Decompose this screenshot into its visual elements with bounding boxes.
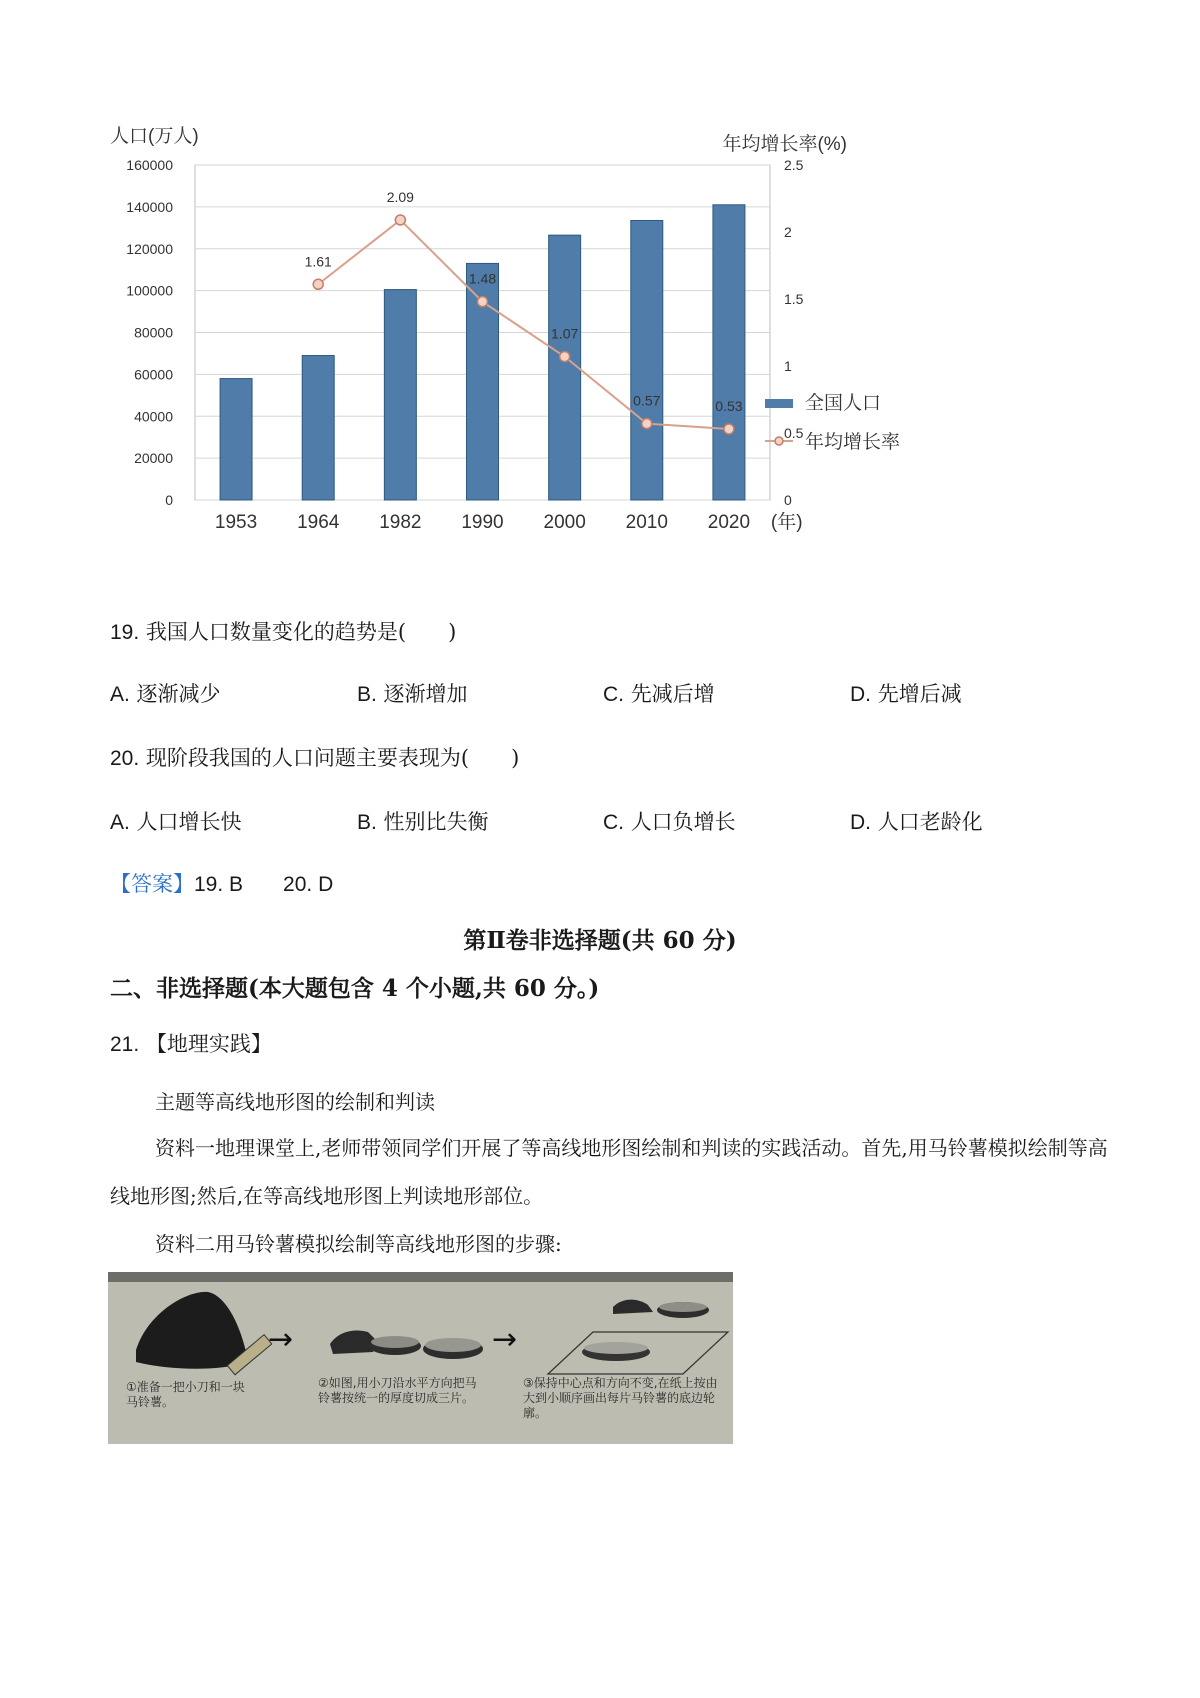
option-key: D. xyxy=(850,683,871,706)
option-text: 人口增长快 xyxy=(136,810,242,834)
bar-1964 xyxy=(302,356,334,500)
question-tag: 【地理实践】 xyxy=(145,1032,272,1056)
data-label: 0.53 xyxy=(715,397,743,414)
option-text: 逐渐增加 xyxy=(383,682,468,706)
option-text: 人口负增长 xyxy=(630,810,736,834)
data-label: 1.48 xyxy=(468,270,497,287)
left-tick-label: 80000 xyxy=(134,324,173,341)
legend-swatch-bar xyxy=(765,399,793,408)
option-19-c[interactable] xyxy=(603,678,715,708)
option-19-b[interactable] xyxy=(357,678,468,708)
x-tick-label: 1982 xyxy=(379,512,422,533)
question-text: 我国人口数量变化的趋势是( ) xyxy=(145,620,457,644)
data-label: 0.57 xyxy=(633,392,661,409)
section-title: 第Ⅱ卷非选择题(共 60 分) xyxy=(463,927,737,954)
step-2-caption: ②如图,用小刀沿水平方向把马铃薯按统一的厚度切成三片。 xyxy=(318,1376,477,1405)
data-label: 1.61 xyxy=(304,253,332,270)
growth-point-1.07 xyxy=(560,352,570,362)
question-21 xyxy=(110,1028,272,1058)
option-20-b[interactable] xyxy=(357,806,489,836)
x-tick-label: 1953 xyxy=(214,512,258,533)
arrow-icon: → xyxy=(492,1322,518,1357)
option-20-d[interactable] xyxy=(850,806,983,836)
option-key: B. xyxy=(357,683,377,706)
answer-19: 19. B xyxy=(194,873,244,896)
left-tick-label: 100000 xyxy=(126,282,173,299)
step-3-caption: ③保持中心点和方向不变,在纸上按由大到小顺序画出每片马铃薯的底边轮廓。 xyxy=(523,1376,718,1420)
answer-line xyxy=(110,868,333,898)
right-tick-label: 1 xyxy=(784,358,792,374)
data-label: 1.07 xyxy=(551,325,579,342)
option-key: D. xyxy=(850,811,871,834)
right-tick-label: 0 xyxy=(784,492,792,508)
right-tick-label: 0.5 xyxy=(784,425,804,441)
question-20 xyxy=(110,742,519,772)
legend-label: 全国人口 xyxy=(805,393,882,414)
option-19-d[interactable] xyxy=(850,678,962,708)
left-tick-label: 140000 xyxy=(126,198,173,215)
bar-2020 xyxy=(713,205,745,500)
option-text: 性别比失衡 xyxy=(383,810,489,834)
growth-point-1.61 xyxy=(313,279,323,289)
x-tick-label: 1964 xyxy=(297,512,340,533)
right-tick-label: 2 xyxy=(784,224,792,240)
material-one: 资料一地理课堂上,老师带领同学们开展了等高线地形图绘制和判读的实践活动。首先,用马铃薯模拟绘制等高线地形图;然后,在等高线地形图上判读地形部位。 xyxy=(110,1136,1108,1208)
left-tick-label: 0 xyxy=(165,492,173,508)
growth-point-1.48 xyxy=(478,297,488,307)
potato-steps-figure xyxy=(108,1272,733,1444)
left-tick-label: 120000 xyxy=(126,240,173,257)
left-tick-label: 40000 xyxy=(134,408,173,425)
question-19 xyxy=(110,616,456,646)
option-20-a[interactable] xyxy=(110,806,242,836)
x-tick-label: 2020 xyxy=(707,512,751,533)
option-20-c[interactable] xyxy=(603,806,736,836)
arrow-icon: → xyxy=(268,1322,294,1357)
answer-tag: 【答案】 xyxy=(110,872,194,896)
x-tick-label: 2010 xyxy=(625,512,668,533)
option-text: 逐渐减少 xyxy=(136,682,221,706)
left-axis-label: 人口(万人) xyxy=(110,126,199,147)
right-tick-label: 1.5 xyxy=(784,291,804,307)
option-text: 人口老龄化 xyxy=(877,810,983,834)
option-19-a[interactable] xyxy=(110,678,221,708)
question-number: 21. xyxy=(110,1033,140,1056)
growth-point-2.09 xyxy=(395,215,405,225)
right-tick-label: 2.5 xyxy=(784,157,804,173)
x-tick-label: 2000 xyxy=(543,512,586,533)
bar-2010 xyxy=(631,220,663,500)
left-tick-label: 20000 xyxy=(134,450,173,467)
bar-2000 xyxy=(549,235,581,500)
left-tick-label: 60000 xyxy=(134,366,173,383)
option-key: C. xyxy=(603,811,624,834)
x-tick-label: 1990 xyxy=(461,512,504,533)
option-text: 先减后增 xyxy=(630,682,715,706)
x-axis-suffix: (年) xyxy=(770,512,803,533)
growth-point-0.53 xyxy=(724,424,734,434)
bar-1982 xyxy=(384,290,416,500)
growth-point-0.57 xyxy=(642,419,652,429)
topic-line: 主题等高线地形图的绘制和判读 xyxy=(155,1090,435,1114)
answer-20: 20. D xyxy=(283,873,334,896)
option-key: B. xyxy=(357,811,377,834)
question-number: 20. xyxy=(110,747,140,770)
population-chart xyxy=(105,115,1025,575)
part-title: 二、非选择题(本大题包含 4 个小题,共 60 分。) xyxy=(110,975,600,1002)
option-text: 先增后减 xyxy=(877,682,962,706)
option-key: A. xyxy=(110,811,130,834)
step-1-caption: ①准备一把小刀和一块马铃薯。 xyxy=(126,1380,245,1409)
question-text: 现阶段我国的人口问题主要表现为( ) xyxy=(145,746,520,770)
chart-legend xyxy=(765,392,900,453)
option-key: A. xyxy=(110,683,130,706)
option-key: C. xyxy=(603,683,624,706)
left-tick-label: 160000 xyxy=(126,157,173,173)
legend-swatch-marker xyxy=(775,437,783,445)
right-axis-label: 年均增长率(%) xyxy=(722,134,847,155)
bar-1953 xyxy=(220,379,252,500)
question-number: 19. xyxy=(110,621,140,644)
legend-label: 年均增长率 xyxy=(805,432,901,453)
data-label: 2.09 xyxy=(386,188,414,205)
material-two: 资料二用马铃薯模拟绘制等高线地形图的步骤: xyxy=(155,1232,562,1256)
